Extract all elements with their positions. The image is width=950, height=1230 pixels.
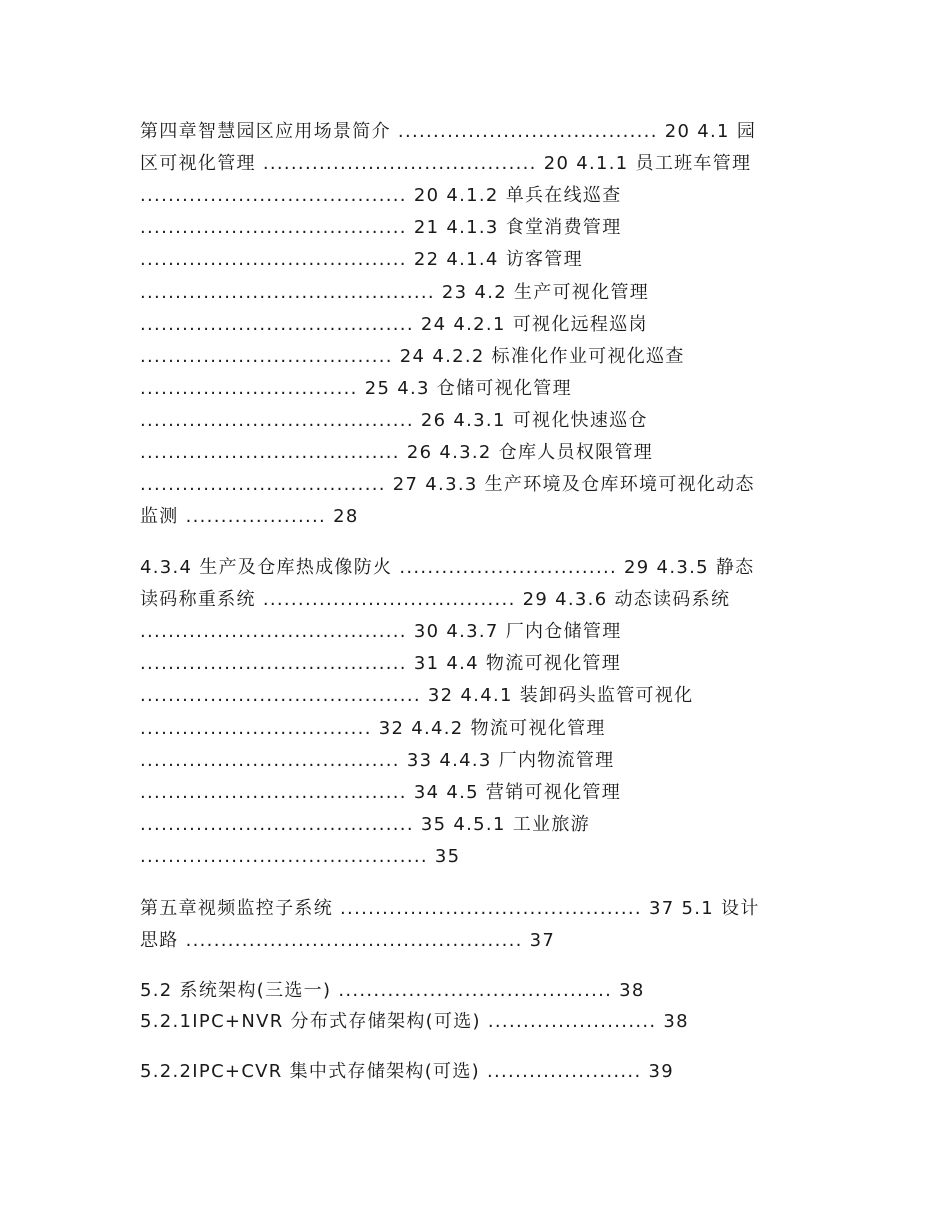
toc-line: ........................................ 32 4.4.1 装卸码头监管可视化 [140, 685, 694, 706]
toc-line: ..................................... 26 4.3.2 仓库人员权限管理 [140, 442, 654, 463]
toc-line: 4.3.4 生产及仓库热成像防火 ............................... 29 4.3.5 静态 [140, 557, 755, 578]
toc-line: 第四章智慧园区应用场景简介 ..................................... 20 4.1 园 [140, 121, 757, 142]
toc-line: 监测 .................... 28 [140, 506, 359, 527]
toc-line: .......................................... 23 4.2 生产可视化管理 [140, 282, 650, 303]
toc-line: ...................................... 21 4.1.3 食堂消费管理 [140, 217, 622, 238]
toc-line: 区可视化管理 ....................................... 20 4.1.1 员工班车管理 [140, 153, 752, 174]
toc-line: ......................................... 35 [140, 846, 461, 867]
toc-line: ...................................... 22 4.1.4 访客管理 [140, 249, 583, 270]
toc-line: 思路 ................................................ 37 [140, 930, 556, 951]
toc-line: 5.2.2IPC+CVR 集中式存储架构(可选) ...................... 39 [140, 1061, 674, 1082]
toc-line: ....................................... 35 4.5.1 工业旅游 [140, 814, 590, 835]
toc-line: ...................................... 31 4.4 物流可视化管理 [140, 653, 622, 674]
toc-line: ................................... 27 4.3.3 生产环境及仓库环境可视化动态 [140, 474, 755, 495]
toc-line: ...................................... 30 4.3.7 厂内仓储管理 [140, 621, 622, 642]
toc-line: ................................. 32 4.4.2 物流可视化管理 [140, 718, 606, 739]
toc-line: .................................... 24 4.2.2 标准化作业可视化巡查 [140, 346, 685, 367]
toc-line: ..................................... 33 4.4.3 厂内物流管理 [140, 750, 615, 771]
toc-line: ...................................... 20 4.1.2 单兵在线巡查 [140, 185, 622, 206]
toc-line: ...................................... 34 4.5 营销可视化管理 [140, 782, 622, 803]
toc-line: ............................... 25 4.3 仓储可视化管理 [140, 378, 572, 399]
toc-line: 第五章视频监控子系统 ........................................... 37 5.1 设计 [140, 898, 760, 919]
toc-line: 5.2.1IPC+NVR 分布式存储架构(可选) ........................ 38 [140, 1011, 689, 1032]
toc-line: 5.2 系统架构(三选一) ....................................... 38 [140, 980, 645, 1001]
toc-line: ....................................... 26 4.3.1 可视化快速巡仓 [140, 410, 648, 431]
toc-line: 读码称重系统 .................................... 29 4.3.6 动态读码系统 [140, 589, 731, 610]
toc-line: ....................................... 24 4.2.1 可视化远程巡岗 [140, 314, 648, 335]
